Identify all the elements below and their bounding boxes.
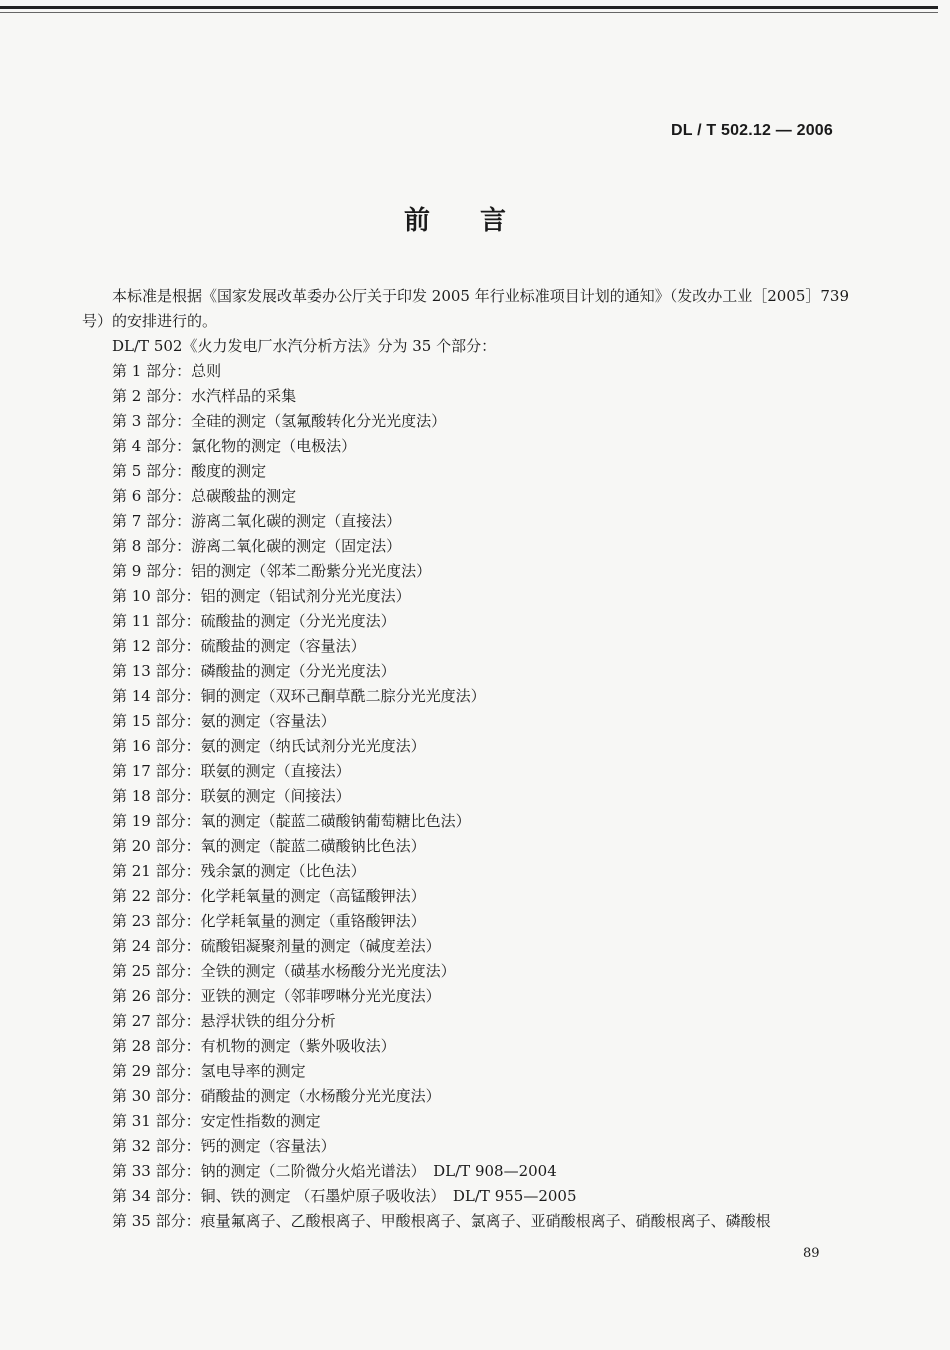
list-item: 第 25 部分：全铁的测定（磺基水杨酸分光光度法） [112,962,456,980]
list-item: 第 4 部分：氯化物的测定（电极法） [112,437,357,455]
list-item: 第 32 部分：钙的测定（容量法） [112,1137,336,1155]
list-item: 第 8 部分：游离二氧化碳的测定（固定法） [112,537,402,555]
list-item: 第 15 部分：氨的测定（容量法） [112,712,336,730]
list-item: 第 19 部分：氧的测定（靛蓝二磺酸钠葡萄糖比色法） [112,812,471,830]
list-item: 第 34 部分：铜、铁的测定 （石墨炉原子吸收法） DL/T 955—2005 [112,1187,577,1205]
list-item: 第 28 部分：有机物的测定（紫外吸收法） [112,1037,396,1055]
list-item: 第 24 部分：硫酸铝凝聚剂量的测定（碱度差法） [112,937,441,955]
intro-paragraph-2: DL/T 502《火力发电厂水汽分析方法》分为 35 个部分： [112,337,497,355]
list-item: 第 11 部分：硫酸盐的测定（分光光度法） [112,612,396,630]
list-item: 第 14 部分：铜的测定（双环己酮草酰二腙分光光度法） [112,687,486,705]
intro-paragraph-1: 本标准是根据《国家发展改革委办公厅关于印发 2005 年行业标准项目计划的通知》（发改办工业［2005］739 号）的安排进行的。 [82,287,850,330]
list-item: 第 12 部分：硫酸盐的测定（容量法） [112,637,366,655]
list-item: 第 18 部分：联氨的测定（间接法） [112,787,351,805]
list-item: 第 21 部分：残余氯的测定（比色法） [112,862,366,880]
list-item: 第 9 部分：铝的测定（邻苯二酚紫分光光度法） [112,562,432,580]
body-text [82,284,862,1234]
list-item: 第 22 部分：化学耗氧量的测定（高锰酸钾法） [112,887,426,905]
list-item: 第 5 部分：酸度的测定 [112,462,267,480]
list-item: 第 27 部分：悬浮状铁的组分分析 [112,1012,336,1030]
list-item: 第 16 部分：氨的测定（纳氏试剂分光光度法） [112,737,426,755]
list-item: 第 2 部分：水汽样品的采集 [112,387,297,405]
list-item: 第 26 部分：亚铁的测定（邻菲啰啉分光光度法） [112,987,441,1005]
list-item: 第 10 部分：铝的测定（铝试剂分光光度法） [112,587,411,605]
list-item: 第 33 部分：钠的测定（二阶微分火焰光谱法） DL/T 908—2004 [112,1162,557,1180]
list-item: 第 23 部分：化学耗氧量的测定（重铬酸钾法） [112,912,426,930]
list-item: 第 3 部分：全硅的测定（氢氟酸转化分光光度法） [112,412,447,430]
list-item: 第 13 部分：磷酸盐的测定（分光光度法） [112,662,396,680]
list-item: 第 30 部分：硝酸盐的测定（水杨酸分光光度法） [112,1087,441,1105]
list-item: 第 6 部分：总碳酸盐的测定 [112,487,297,505]
list-item: 第 7 部分：游离二氧化碳的测定（直接法） [112,512,402,530]
document-code: DL / T 502.12 — 2006 [670,122,833,139]
top-rule [0,6,938,9]
list-item: 第 29 部分：氢电导率的测定 [112,1062,306,1080]
page-number: 89 [803,1246,820,1261]
list-item: 第 31 部分：安定性指数的测定 [112,1112,321,1130]
list-item: 第 17 部分：联氨的测定（直接法） [112,762,351,780]
list-item: 第 35 部分：痕量氟离子、乙酸根离子、甲酸根离子、氯离子、亚硝酸根离子、硝酸根离子、磷酸根 [112,1212,771,1230]
parts-list [82,359,862,1234]
list-item: 第 1 部分：总则 [112,362,222,380]
list-item: 第 20 部分：氧的测定（靛蓝二磺酸钠比色法） [112,837,426,855]
top-rule-thin [0,12,938,13]
page-title: 前言 [403,206,556,236]
